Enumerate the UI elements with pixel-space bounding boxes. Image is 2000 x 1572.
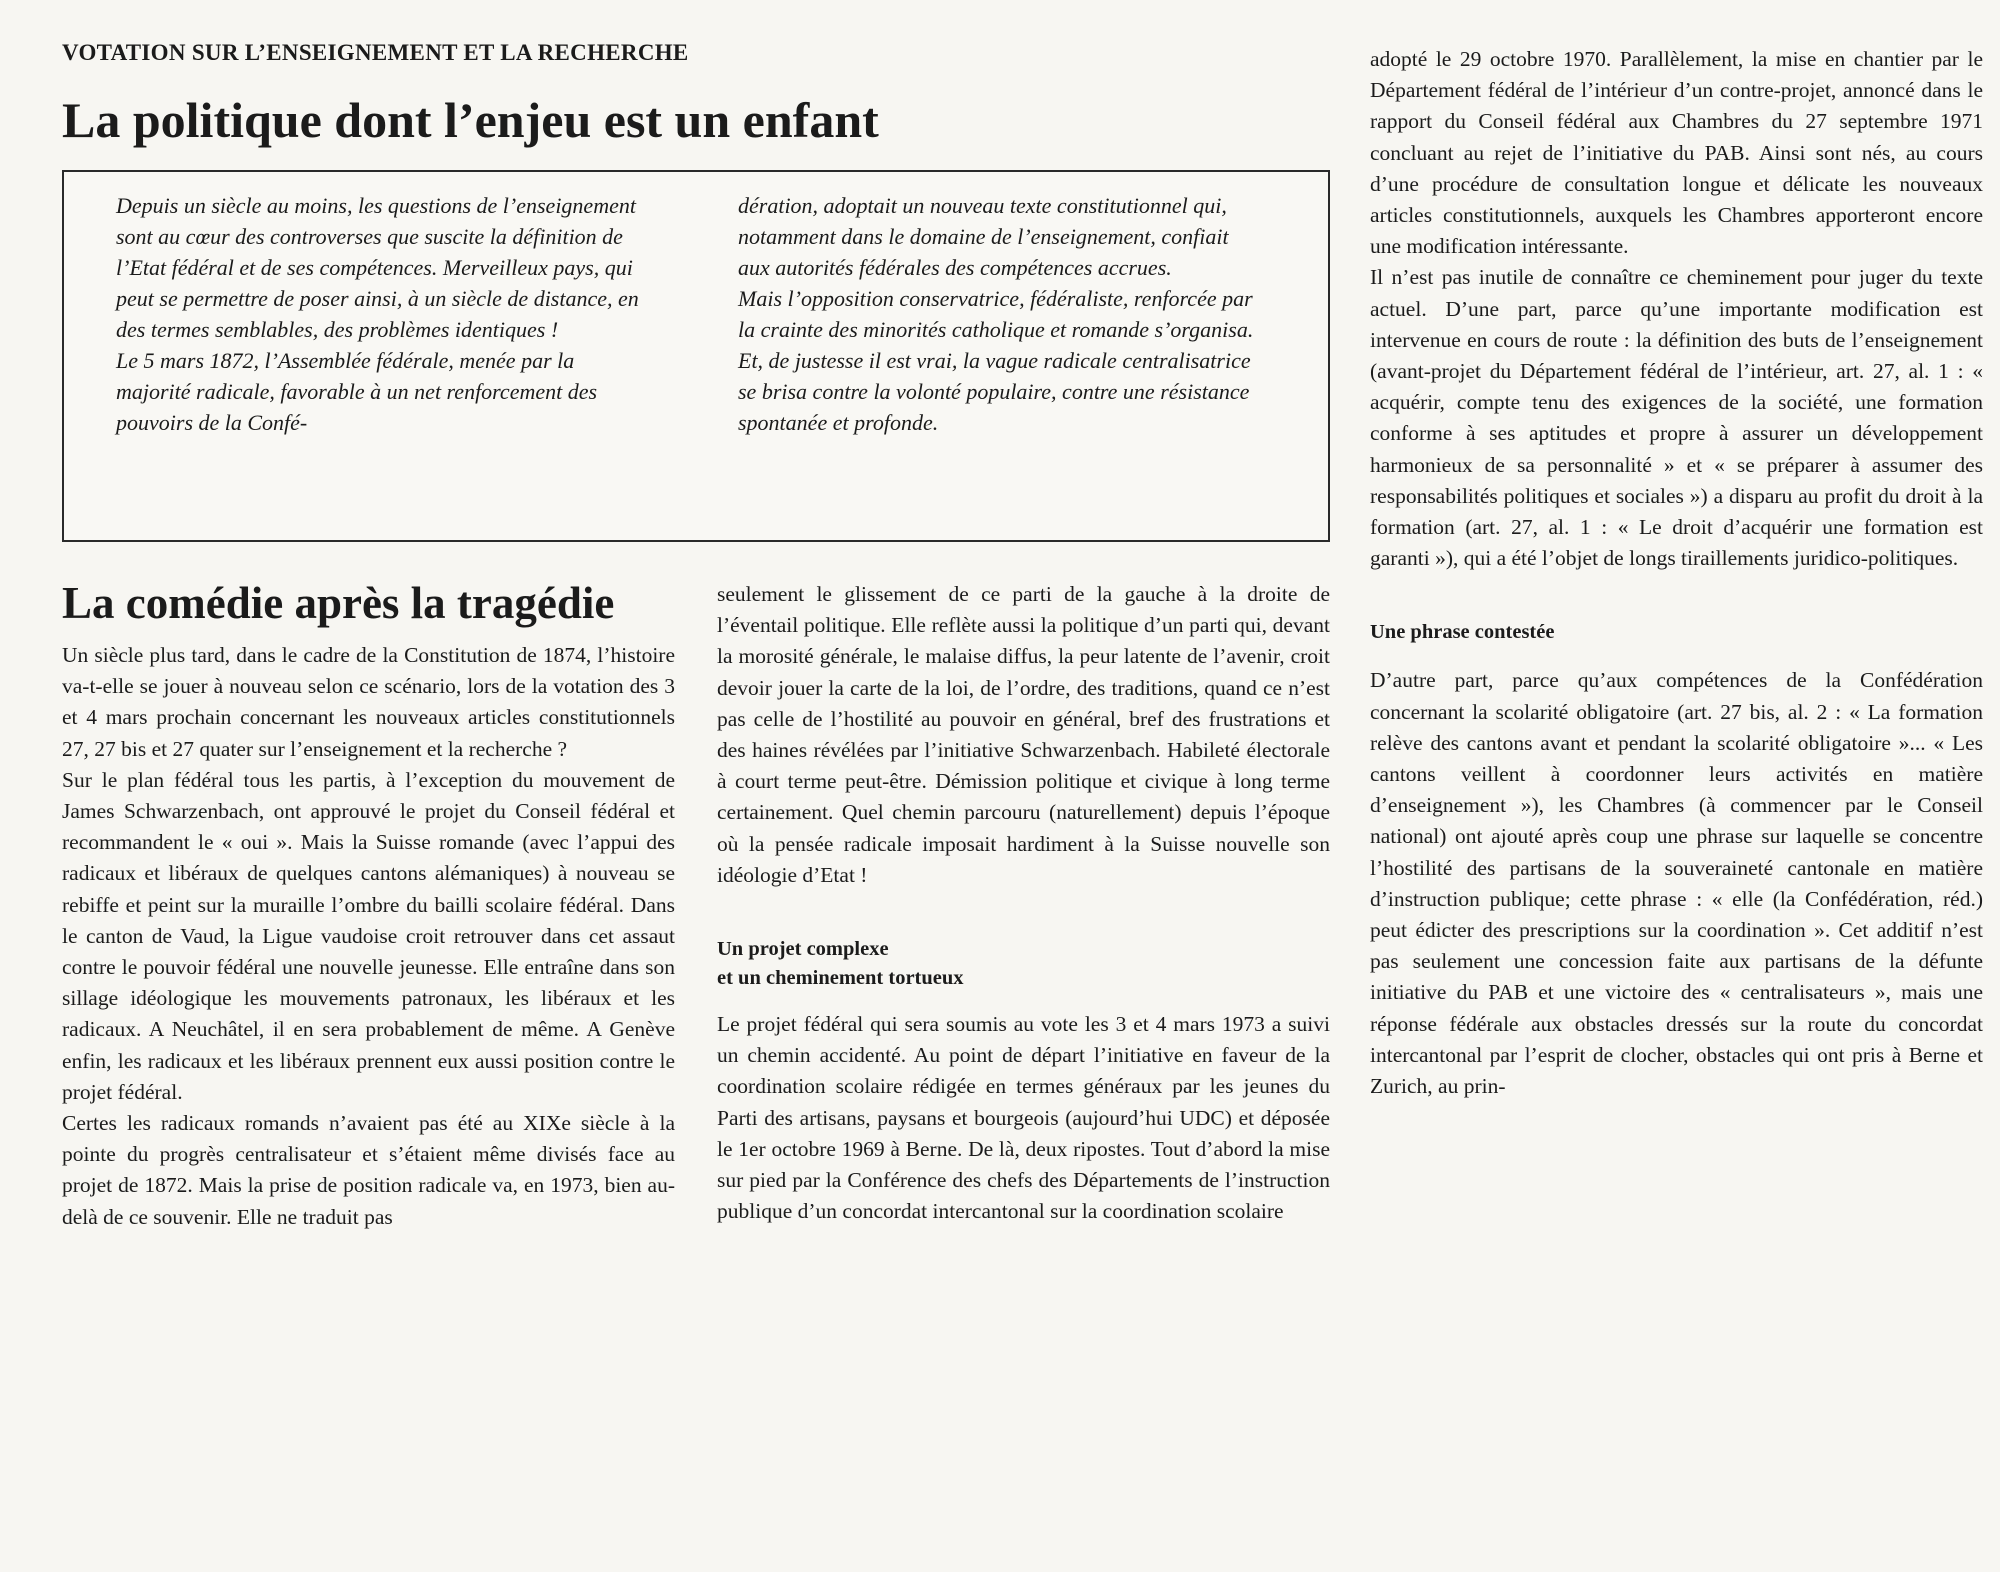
subheading-line: et un cheminement tortueux <box>717 967 964 990</box>
intro-column-left <box>116 190 641 438</box>
intro-paragraph: Mais l’opposition conservatrice, fédéraliste, renforcée par la crainte des minorités catholique et romande s’organisa. Et, de justesse il est vrai, la vague radicale centralisatrice se brisa contre la volonté populaire, contre une résistance spontanée et profonde. <box>738 286 1254 435</box>
paragraph: D’autre part, parce qu’aux compétences de la Confédération concernant la scolarité obligatoire (art. 27 bis, al. 2 : « La formation relève des cantons avant et pendant la scolarité obligatoire »... « Les cantons veillent à coordonner leurs activités en matière d’enseignement »), les Chambres (à commencer par le Conseil national) ont ajouté après coup une phrase sur laquelle se concentre l’hostilité des partisans de la souveraineté cantonale en matière d’instruction publique; cette phrase : « elle (la Confédération, réd.) peut édicter des prescriptions sur la coordination ». Cet additif n’est pas seulement une concession faite aux partisans de la défunte initiative du PAB et une victoire des « centralisateurs », mais une réponse fédérale aux obstacles dressés sur la route du concordat intercantonal par l’esprit de clocher, obstacles qui ont pris à Berne et Zurich, au prin- <box>1370 668 1983 1099</box>
article-column-1 <box>62 640 675 1233</box>
subheading-line: Un projet complexe <box>717 938 889 961</box>
paragraph: Le projet fédéral qui sera soumis au vote les 3 et 4 mars 1973 a suivi un chemin accidenté. Au point de départ l’initiative en faveur de la coordination scolaire rédigée en termes généraux par les jeunes du Parti des artisans, paysans et bourgeois (aujourd’hui UDC) et déposée le 1er octobre 1969 à Berne. De là, deux ripostes. Tout d’abord la mise sur pied par la Conférence des chefs des Départements de l’instruction publique d’un concordat intercantonal sur la coordination scolaire <box>717 1012 1330 1224</box>
section-kicker: VOTATION SUR L’ENSEIGNEMENT ET LA RECHERCHE <box>62 40 689 65</box>
intro-column-right <box>738 190 1263 438</box>
article-column-2 <box>717 579 1330 1227</box>
paragraph: Il n’est pas inutile de connaître ce cheminement pour juger du texte actuel. D’une part, parce qu’une importante modification est intervenue en cours de route : la définition des buts de l’enseignement (avant-projet du Département fédéral de l’intérieur, art. 27, al. 1 : « acquérir, compte tenu des exigences de la société, une formation conforme à ses aptitudes et propre à assurer un développement harmonieux de sa personnalité » et « se préparer à assumer des responsabilités politiques et sociales ») a disparu au profit du droit à la formation (art. 27, al. 1 : « Le droit d’acquérir une formation est garanti »), qui a été l’objet de longs tiraillements juridico-politiques. <box>1370 265 1983 571</box>
intro-paragraph: Le 5 mars 1872, l’Assemblée fédérale, menée par la majorité radicale, favorable à un net renforcement des pouvoirs de la Confé- <box>116 348 598 435</box>
intro-paragraph: Depuis un siècle au moins, les questions de l’enseignement sont au cœur des controverses que suscite la définition de l’Etat fédéral et de ses compétences. Merveilleux pays, qui peut se permettre de poser ainsi, à un siècle de distance, en des termes semblables, des problèmes identiques ! <box>116 193 639 342</box>
paragraph: adopté le 29 octobre 1970. Parallèlement, la mise en chantier par le Département fédéral de l’intérieur d’un contre-projet, annoncé dans le rapport du Conseil fédéral aux Chambres du 27 septembre 1971 concluant au rejet de l’initiative du PAB. Ainsi sont nés, au cours d’une procédure de consultation longue et délicate les nouveaux articles constitutionnels, auxquels les Chambres apporteront encore une modification intéressante. <box>1370 47 1983 259</box>
intro-box <box>62 170 1330 542</box>
subheading-projet-complexe <box>717 935 1330 993</box>
article-title: La comédie après la tragédie <box>62 578 615 628</box>
paragraph: Sur le plan fédéral tous les partis, à l’exception du mouvement de James Schwarzenbach, ont approuvé le projet du Conseil fédéral et recommandent le « oui ». Mais la Suisse romande (avec l’appui des radicaux et libéraux de quelques cantons alémaniques) à nouveau se rebiffe et peint sur la muraille l’ombre du bailli scolaire fédéral. Dans le canton de Vaud, la Ligue vaudoise croit retrouver dans cet assaut contre le pouvoir fédéral une nouvelle jeunesse. Elle entraîne dans son sillage idéologique les mouvements patronaux, les libéraux et les radicaux. A Neuchâtel, il en sera probablement de même. A Genève enfin, les radicaux et les libéraux prennent eux aussi position contre le projet fédéral. <box>62 767 675 1104</box>
intro-paragraph: dération, adoptait un nouveau texte constitutionnel qui, notamment dans le domaine de l’enseignement, confiait aux autorités fédérales des compétences accrues. <box>738 193 1229 280</box>
headline: La politique dont l’enjeu est un enfant <box>62 92 879 148</box>
article-column-3 <box>1370 44 1983 1102</box>
paragraph: Certes les radicaux romands n’avaient pas été au XIXe siècle à la pointe du progrès centralisateur et s’étaient même divisés face au projet de 1872. Mais la prise de position radicale va, en 1973, bien au-delà de ce souvenir. Elle ne traduit pas <box>62 1111 675 1229</box>
paragraph: seulement le glissement de ce parti de la gauche à la droite de l’éventail politique. Elle reflète aussi la politique d’un parti qui, devant la morosité générale, le malaise diffus, la peur latente de l’avenir, croit devoir jouer la carte de la loi, de l’ordre, des traditions, quand ce n’est pas celle de l’hostilité au pouvoir en général, bref des frustrations et des haines révélées par l’initiative Schwarzenbach. Habileté électorale à court terme peut-être. Démission politique et civique à long terme certainement. Quel chemin parcouru (naturellement) depuis l’époque où la pensée radicale imposait hardiment à la Suisse nouvelle son idéologie d’Etat ! <box>717 582 1330 887</box>
paragraph: Un siècle plus tard, dans le cadre de la Constitution de 1874, l’histoire va-t-elle se jouer à nouveau selon ce scénario, lors de la votation des 3 et 4 mars prochain concernant les nouveaux articles constitutionnels 27, 27 bis et 27 quater sur l’enseignement et la recherche ? <box>62 643 675 761</box>
subheading-phrase-contestee: Une phrase contestée <box>1370 621 1555 644</box>
